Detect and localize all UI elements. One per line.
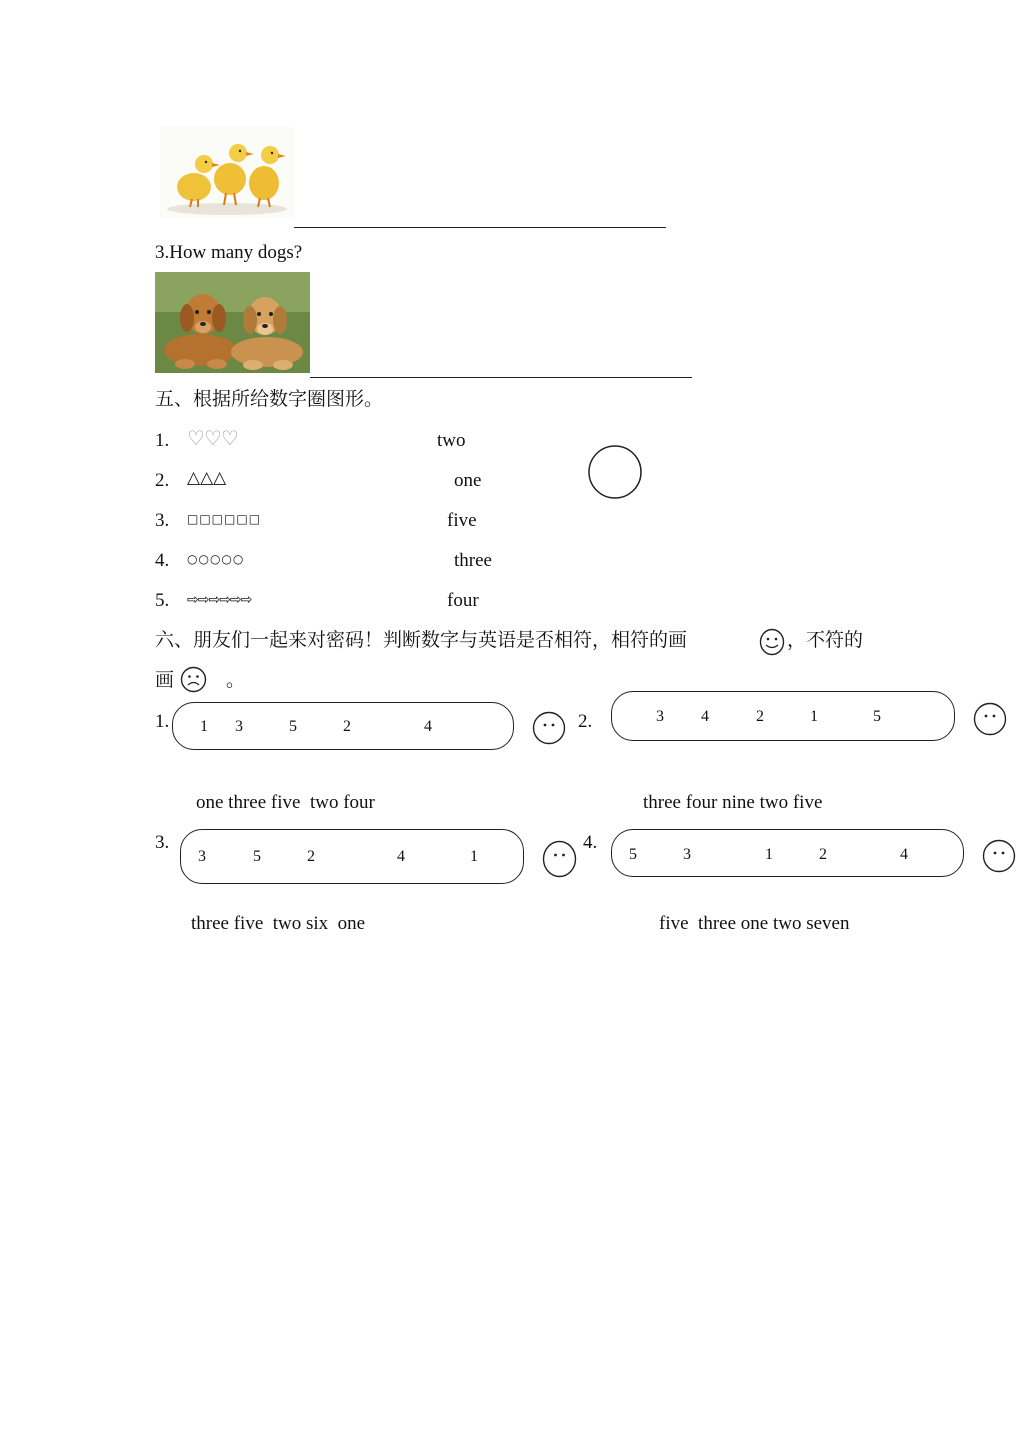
group-words: three four nine two five bbox=[643, 792, 823, 813]
group-words: five three one two seven bbox=[659, 913, 850, 934]
number-capsule bbox=[180, 829, 524, 884]
group-words: three five two six one bbox=[191, 913, 366, 934]
item-word: four bbox=[447, 590, 479, 611]
ducklings-image bbox=[160, 127, 294, 219]
capsule-number: 2 bbox=[307, 848, 315, 865]
capsule-number: 5 bbox=[253, 848, 261, 865]
item-shapes-squares: □□□□□□ bbox=[187, 512, 262, 526]
number-capsule bbox=[611, 829, 964, 877]
item-shapes-hearts: ♡♡♡ bbox=[187, 426, 238, 450]
capsule-number: 2 bbox=[819, 846, 827, 863]
capsule-number: 1 bbox=[200, 718, 208, 735]
smiley-face-icon bbox=[759, 628, 785, 656]
group-label: 1. bbox=[155, 711, 170, 732]
capsule-number: 3 bbox=[683, 846, 691, 863]
group-label: 3. bbox=[155, 832, 170, 853]
number-capsule bbox=[611, 691, 955, 741]
example-circle-icon bbox=[587, 444, 643, 500]
capsule-number: 4 bbox=[701, 708, 709, 725]
section-6-title-line2-end: 。 bbox=[226, 670, 246, 691]
capsule-number: 2 bbox=[343, 718, 351, 735]
item-shapes-triangles: △△△ bbox=[187, 468, 227, 488]
answer-line-1 bbox=[294, 227, 666, 228]
item-number: 4. bbox=[155, 550, 170, 571]
section-5-title: 五、根据所给数字圈图形。 bbox=[155, 389, 384, 410]
item-number: 1. bbox=[155, 430, 170, 451]
capsule-number: 1 bbox=[470, 848, 478, 865]
section-6-title-line1-end: ，不符的 bbox=[787, 630, 864, 651]
item-word: five bbox=[447, 510, 477, 531]
item-word: three bbox=[454, 550, 492, 571]
capsule-number: 1 bbox=[810, 708, 818, 725]
section-6-title-line1: 六、朋友们一起来对密码！判断数字与英语是否相符，相符的画 bbox=[155, 630, 688, 651]
capsule-number: 4 bbox=[424, 718, 432, 735]
capsule-number: 1 bbox=[765, 846, 773, 863]
group-label: 2. bbox=[578, 711, 593, 732]
capsule-number: 4 bbox=[900, 846, 908, 863]
group-label: 4. bbox=[583, 832, 598, 853]
item-number: 2. bbox=[155, 470, 170, 491]
item-shapes-arrows: ⇨⇨⇨⇨⇨⇨ bbox=[187, 592, 252, 608]
capsule-number: 3 bbox=[198, 848, 206, 865]
section-6-title-line2: 画 bbox=[155, 670, 175, 691]
capsule-number: 3 bbox=[235, 718, 243, 735]
capsule-number: 5 bbox=[629, 846, 637, 863]
capsule-number: 5 bbox=[873, 708, 881, 725]
question-3-label: 3.How many dogs? bbox=[155, 242, 303, 263]
dogs-image bbox=[155, 272, 310, 373]
blank-face-icon[interactable] bbox=[982, 839, 1016, 873]
capsule-number: 4 bbox=[397, 848, 405, 865]
blank-face-icon[interactable] bbox=[532, 711, 566, 745]
blank-face-icon[interactable] bbox=[542, 840, 577, 878]
sad-face-icon bbox=[180, 666, 207, 693]
item-shapes-circles: ○○○○○ bbox=[187, 552, 245, 566]
group-words: one three five two four bbox=[196, 792, 375, 813]
item-word: two bbox=[437, 430, 466, 451]
answer-line-2 bbox=[310, 377, 692, 378]
capsule-number: 2 bbox=[756, 708, 764, 725]
item-number: 3. bbox=[155, 510, 170, 531]
capsule-number: 3 bbox=[656, 708, 664, 725]
item-word: one bbox=[454, 470, 482, 491]
item-number: 5. bbox=[155, 590, 170, 611]
capsule-number: 5 bbox=[289, 718, 297, 735]
blank-face-icon[interactable] bbox=[973, 702, 1007, 736]
number-capsule bbox=[172, 702, 514, 750]
